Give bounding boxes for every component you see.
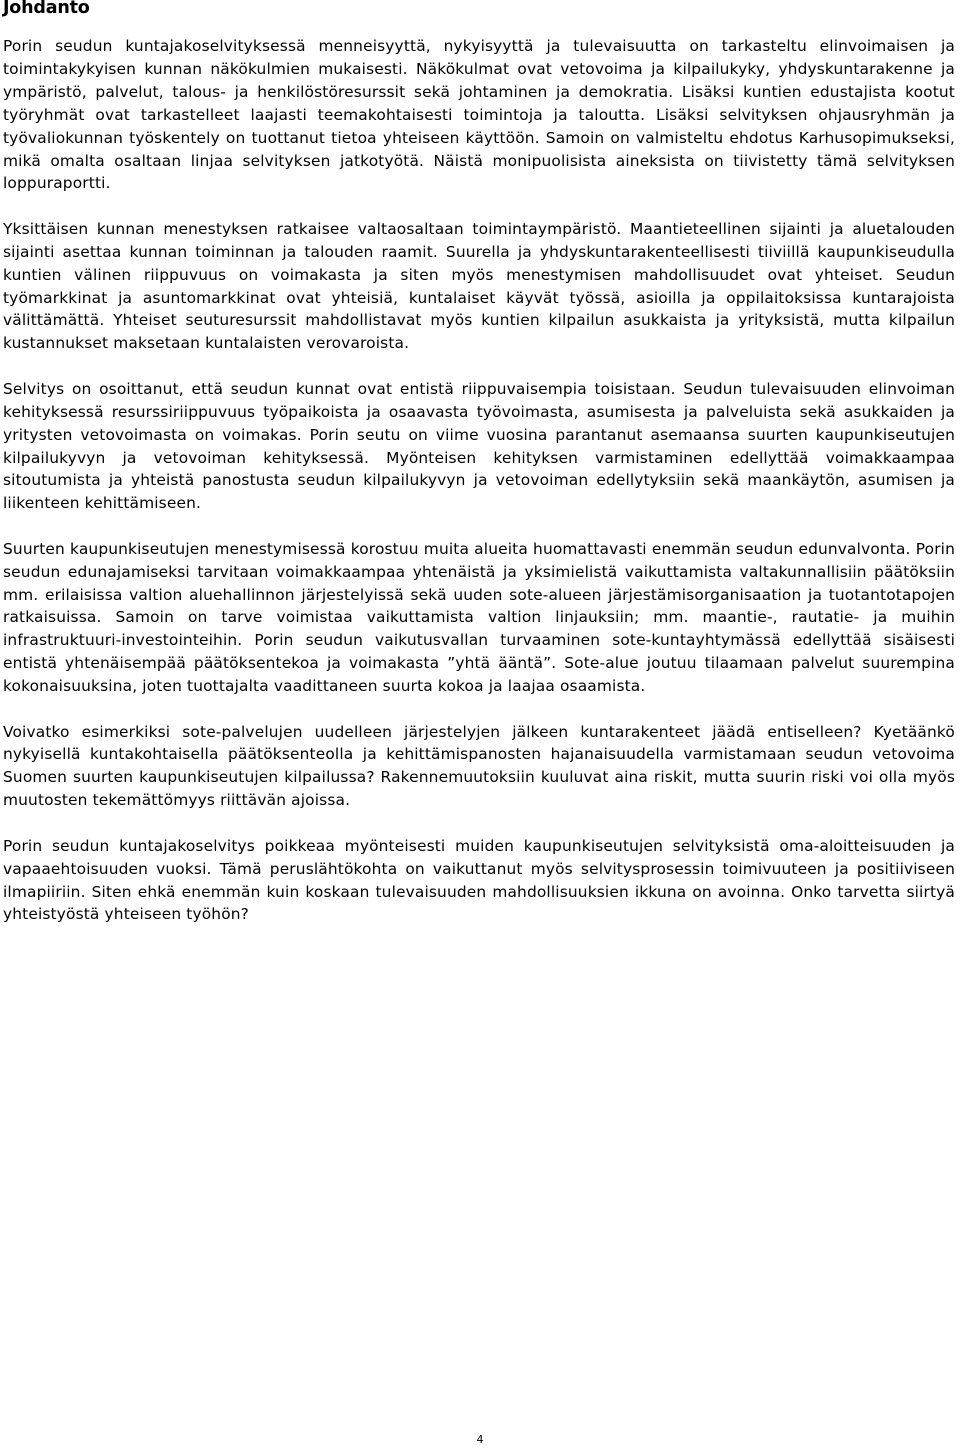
paragraph: Porin seudun kuntajakoselvitys poikkeaa myönteisesti muiden kaupunkiseutujen selvityksistä oma-aloitteisuuden ja vapaaehtoisuuden vuoksi. Tämä peruslähtökohta on vaikuttanut myös selvitysprosessin toimivuuteen ja positiiviseen ilmapiiriin. Siten ehkä enemmän kuin koskaan tulevaisuuden mahdollisuuksien ikkuna on avoinna. Onko tarvetta siirtyä yhteistyöstä yhteiseen työhön? xyxy=(3,836,955,924)
paragraph: Porin seudun kuntajakoselvityksessä menneisyyttä, nykyisyyttä ja tulevaisuutta on tarkasteltu elinvoimaisen ja toimintakykyisen kunnan näkökulmien mukaisesti. Näkökulmat ovat vetovoima ja kilpailukyky, yhdyskuntarakenne ja ympäristö, palvelut, talous- ja henkilöstöresurssit sekä johtaminen ja demokratia. Lisäksi kuntien edustajista kootut työryhmät ovat tarkastelleet laajasti teemakohtaisesti toimintoja ja taloutta. Lisäksi selvityksen ohjausryhmän ja työvaliokunnan työskentely on tuottanut tietoa yhteiseen käyttöön. Samoin on valmisteltu ehdotus Karhusopimukseksi, mikä omalta osaltaan linjaa selvityksen jatkotyötä. Näistä monipuolisista aineksista on tiivistetty tämä selvityksen loppuraportti. xyxy=(3,37,955,193)
paragraph: Suurten kaupunkiseutujen menestymisessä korostuu muita alueita huomattavasti enemmän seudun edunvalvonta. Porin seudun edunajamiseksi tarvitaan voimakkaampaa yhtenäistä ja yksimielistä vaikuttamista valtakunnallisiin päätöksiin mm. erilaisissa valtion aluehallinnon järjestelyissä sekä uuden sote-alueen järjestämisorganisaation ja tuotantotapojen ratkaisuissa. Samoin on tarve voimistaa vaikuttamista valtion linjauksiin; mm. maantie-, rautatie- ja muihin infrastruktuuri-investointeihin. Porin seudun vaikutusvallan turvaaminen sote-kuntayhtymässä edellyttää sisäisesti entistä yhtenäisempää päätöksentekoa ja voimakasta ”yhtä ääntä”. Sote-alue joutuu tilaamaan palvelut suurempina kokonaisuuksina, joten tuottajalta vaadittaneen suurta kokoa ja laajaa osaamista. xyxy=(3,539,955,696)
page-number: 4 xyxy=(476,1433,484,1446)
paragraph: Yksittäisen kunnan menestyksen ratkaisee valtaosaltaan toimintaympäristö. Maantieteellinen sijainti ja aluetalouden sijainti asettaa kunnan toiminnan ja talouden raamit. Suurella ja yhdyskuntarakenteellisesti tiiviillä kaupunkiseudulla kuntien välinen riippuvuus on voimakasta ja siten myös menestymisen mahdollisuudet ovat yhteiset. Seudun työmarkkinat ja asuntomarkkinat ovat yhteisiä, kuntalaiset käyvät työssä, asioilla ja oppilaitoksissa kuntarajoista välittämättä. Yhteiset seuturesurssit mahdollistavat myös kuntien kilpailun asukkaista ja yrityksistä, mutta kilpailun kustannukset maksetaan kuntalaisten verovaroista. xyxy=(3,219,955,353)
paragraph: Selvitys on osoittanut, että seudun kunnat ovat entistä riippuvaisempia toisistaan. Seudun tulevaisuuden elinvoiman kehityksessä resurssiriippuvuus työpaikoista ja osaavasta työvoimasta, asumisesta ja palveluista sekä asukkaiden ja yritysten vetovoimasta on voimakas. Porin seutu on viime vuosina parantanut asemaansa suurten kaupunkiseutujen kilpailukyvyn ja vetovoiman kehityksessä. Myönteisen kehityksen varmistaminen edellyttää voimakkaampaa sitoutumista ja yhteistä panostusta seudun kilpailukyvyn ja vetovoiman edellytyksiin sekä maankäytön, asumisen ja liikenteen kehittämiseen. xyxy=(3,379,955,513)
paragraph: Voivatko esimerkiksi sote-palvelujen uudelleen järjestelyjen jälkeen kuntarakenteet jäädä entiselleen? Kyetäänkö nykyisellä kuntakohtaisella päätöksenteolla ja kehittämispanosten hajanaisuudella varmistamaan seudun vetovoima Suomen suurten kaupunkiseutujen kilpailussa? Rakennemuutoksiin kuuluvat aina riskit, mutta suurin riski voi olla myös muutosten tekemättömyys riittävän ajoissa. xyxy=(3,722,955,810)
body-text xyxy=(3,35,955,949)
section-heading: Johdanto xyxy=(3,0,90,18)
